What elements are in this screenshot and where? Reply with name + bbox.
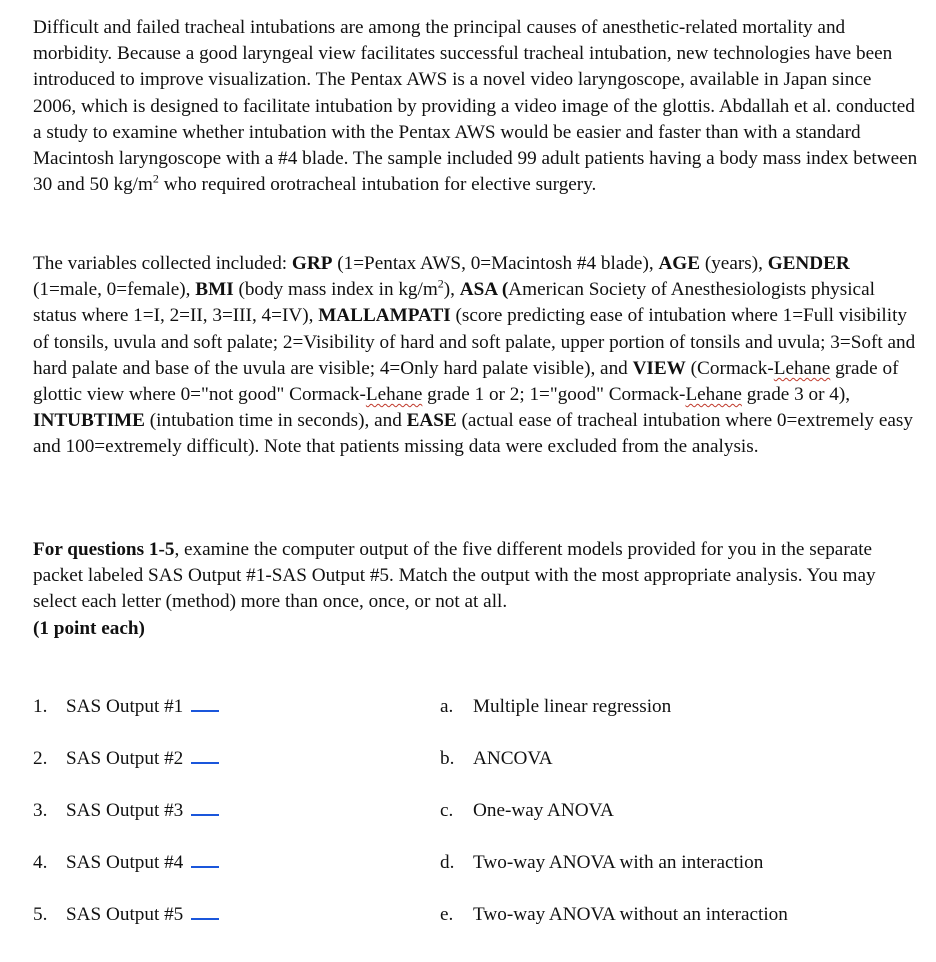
question-3 bbox=[33, 798, 219, 824]
text: (Cormack- bbox=[685, 357, 774, 379]
var-age: AGE bbox=[658, 253, 701, 274]
var-intubtime: INTUBTIME bbox=[33, 410, 145, 432]
question-number: 2. bbox=[33, 748, 48, 769]
superscript: 2 bbox=[437, 276, 444, 291]
instructions-text: , examine the computer output of the five different models provided for you in the separate packet labeled SAS Output #1-SAS Output #5. Match the output with the most appropriate analysis. You may select each letter (method) more than once, once, or not at all. bbox=[33, 539, 876, 613]
points-note: (1 point each) bbox=[33, 617, 145, 639]
option-b bbox=[440, 746, 553, 772]
question-number: 3. bbox=[33, 800, 48, 821]
option-letter: d. bbox=[440, 852, 455, 873]
text: American Society of Anesthesiologists physical status where 1=I, 2=II, 3=III, 4=IV), bbox=[33, 279, 875, 327]
superscript: 2 bbox=[152, 171, 159, 186]
answer-blank[interactable] bbox=[191, 852, 219, 868]
var-mallampati: MALLAMPATI bbox=[318, 305, 451, 327]
variables-paragraph bbox=[33, 251, 918, 461]
question-label: SAS Output #5 bbox=[66, 904, 184, 925]
question-2 bbox=[33, 746, 219, 772]
question-number: 4. bbox=[33, 852, 48, 873]
option-label: One-way ANOVA bbox=[473, 800, 614, 821]
intro-paragraph bbox=[33, 15, 918, 198]
question-number: 1. bbox=[33, 696, 48, 717]
option-e bbox=[440, 902, 788, 928]
intro-text-tail: who required orotracheal intubation for elective surgery. bbox=[158, 174, 597, 196]
text: (body mass index in kg/m bbox=[233, 279, 438, 301]
option-label: Two-way ANOVA without an interaction bbox=[473, 904, 788, 925]
answer-blank[interactable] bbox=[191, 696, 219, 712]
text: (1=male, 0=female), bbox=[33, 279, 196, 301]
question-label: SAS Output #4 bbox=[66, 852, 184, 873]
spell-flagged-word: Lehane bbox=[365, 384, 423, 406]
option-label: Multiple linear regression bbox=[473, 696, 672, 717]
option-d bbox=[440, 850, 763, 876]
option-label: ANCOVA bbox=[473, 748, 553, 769]
instructions-paragraph bbox=[33, 537, 918, 642]
question-label: SAS Output #2 bbox=[66, 748, 184, 769]
option-letter: e. bbox=[440, 904, 454, 925]
answer-blank[interactable] bbox=[191, 904, 219, 920]
question-label: SAS Output #3 bbox=[66, 800, 184, 821]
question-label: SAS Output #1 bbox=[66, 696, 184, 717]
var-view: VIEW bbox=[632, 357, 686, 379]
text: (actual ease of tracheal intubation where 0=extremely easy and 100=extremely difficult). Note that patients missing data were excluded from the analysis. bbox=[33, 410, 913, 458]
answer-blank[interactable] bbox=[191, 748, 219, 764]
question-number: 5. bbox=[33, 904, 48, 925]
option-letter: c. bbox=[440, 800, 454, 821]
text: grade 3 or 4), bbox=[741, 384, 851, 406]
intro-text: Difficult and failed tracheal intubations are among the principal causes of anesthetic-related mortality and morbidity. Because a good laryngeal view facilitates successful tracheal intubation, new technologies have been introduced to improve visualization. The Pentax AWS is a novel video laryngoscope, available in Japan since 2006, which is designed to facilitate intubation by providing a video image of the glottis. Abdallah et al. conducted a study to examine whether intubation with the Pentax AWS would be easier and faster than with a standard Macintosh laryngoscope with a #4 blade. The sample included 99 adult patients having a body mass index between 30 and 50 kg/m bbox=[33, 17, 918, 196]
text: (1=Pentax AWS, 0=Macintosh #4 blade), bbox=[332, 253, 659, 274]
text: (years), bbox=[700, 253, 768, 274]
text: The variables collected included: bbox=[33, 253, 292, 274]
var-asa: ASA ( bbox=[459, 279, 509, 301]
var-bmi: BMI bbox=[195, 279, 234, 301]
option-letter: b. bbox=[440, 748, 455, 769]
option-c bbox=[440, 798, 614, 824]
text: (intubation time in seconds), and bbox=[144, 410, 407, 432]
option-letter: a. bbox=[440, 696, 454, 717]
instructions-lead: For questions 1-5 bbox=[33, 539, 175, 560]
var-grp: GRP bbox=[291, 253, 333, 274]
text: grade of glottic view where 0="not good" Cormack- bbox=[33, 357, 899, 406]
text: ), bbox=[443, 279, 460, 301]
spell-flagged-word: Lehane bbox=[773, 357, 831, 379]
var-ease: EASE bbox=[406, 410, 457, 432]
answer-blank[interactable] bbox=[191, 800, 219, 816]
question-4 bbox=[33, 850, 219, 876]
text: grade 1 or 2; 1="good" Cormack- bbox=[422, 384, 686, 406]
text: (score predicting ease of intubation where 1=Full visibility of tonsils, uvula and soft palate; 2=Visibility of hard and soft palate, upper portion of tonsils and uvula; 3=Soft and hard palate and base of the uvula are visible; 4=Only hard palate visible), and bbox=[33, 305, 916, 379]
option-label: Two-way ANOVA with an interaction bbox=[473, 852, 764, 873]
spell-flagged-word: Lehane bbox=[685, 384, 742, 406]
question-5 bbox=[33, 902, 219, 928]
option-a bbox=[440, 694, 671, 720]
var-gender: GENDER bbox=[767, 253, 850, 274]
question-1 bbox=[33, 694, 219, 720]
